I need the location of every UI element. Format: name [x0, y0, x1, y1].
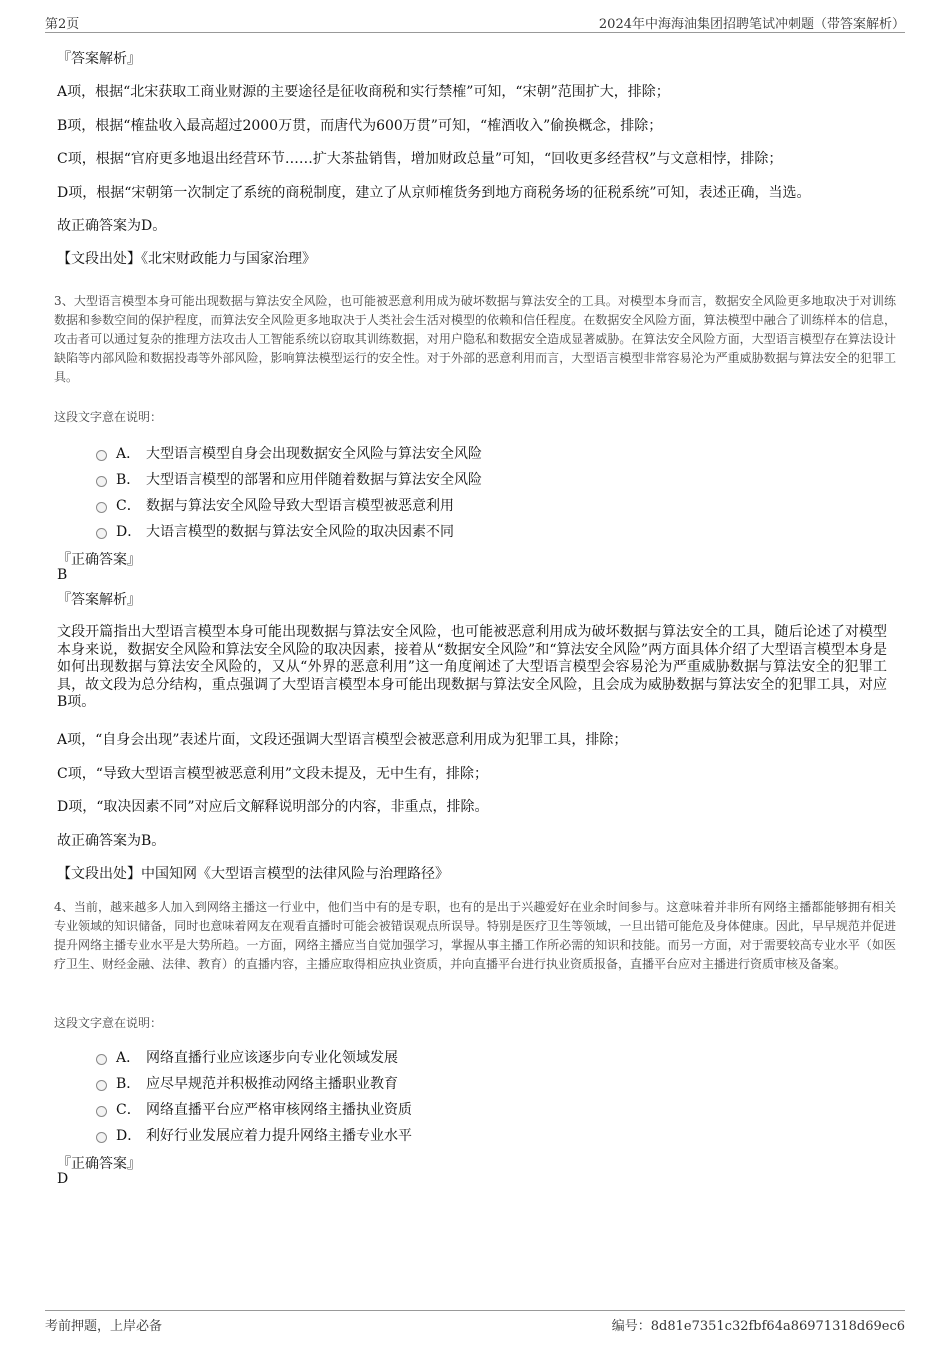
option-letter: C．: [116, 1102, 141, 1118]
radio-button-icon[interactable]: [96, 1132, 107, 1143]
radio-button-icon[interactable]: [96, 450, 107, 461]
q3-option-c[interactable]: [96, 495, 454, 515]
radio-button-icon[interactable]: [96, 528, 107, 539]
option-text: 应尽早规范并积极推动网络主播职业教育: [146, 1076, 398, 1092]
q3-passage: 3、大型语言模型本身可能出现数据与算法安全风险，也可能被恶意利用成为破坏数据与算法安全的工具。对模型本身而言，数据安全风险更多地取决于对训练数据和参数空间的保护程度，而算法安全风险更多地取决于人类社会生活对模型的依赖和信任程度。在数据安全风险方面，算法模型中融合了训练样本的信息，攻击者可以通过复杂的推理方法攻击人工智能系统以窃取其训练数据，对用户隐私和数据安全造成显著威胁。在算法安全风险方面，大型语言模型存在算法设计缺陷等内部风险和数据投毒等外部风险，影响算法模型运行的安全性。对于外部的恶意利用而言，大型语言模型非常容易沦为严重威胁数据与算法安全的犯罪工具。: [54, 294, 896, 384]
option-letter: D．: [116, 1128, 142, 1144]
page-footer: [45, 1310, 905, 1333]
option-text: 利好行业发展应着力提升网络主播专业水平: [146, 1128, 412, 1144]
q2-analysis-line-d: D项，根据“宋朝第一次制定了系统的商税制度，建立了从京师榷货务到地方商税务场的征税系统”可知，表述正确，当选。: [57, 185, 811, 201]
q3-answer: B: [57, 567, 68, 583]
q3-analysis-line-c: C项，“导致大型语言模型被恶意利用”文段未提及，无中生有，排除；: [57, 766, 489, 782]
q4-answer: D: [57, 1171, 69, 1187]
radio-button-icon[interactable]: [96, 1106, 107, 1117]
option-letter: C．: [116, 498, 141, 514]
option-text: 网络直播平台应严格审核网络主播执业资质: [146, 1102, 412, 1118]
q3-prompt: 这段文字意在说明：: [54, 410, 163, 424]
q2-conclusion: 故正确答案为D。: [57, 218, 167, 234]
option-text: 大型语言模型的部署和应用伴随着数据与算法安全风险: [146, 472, 482, 488]
q4-option-a[interactable]: [96, 1047, 398, 1067]
option-letter: B．: [116, 1076, 141, 1092]
option-text: 大型语言模型自身会出现数据安全风险与算法安全风险: [146, 446, 482, 462]
radio-button-icon[interactable]: [96, 1080, 107, 1091]
q3-source: 【文段出处】中国知网《大型语言模型的法律风险与治理路径》: [57, 866, 449, 882]
option-letter: A．: [116, 1050, 141, 1066]
radio-button-icon[interactable]: [96, 476, 107, 487]
option-text: 网络直播行业应该逐步向专业化领域发展: [146, 1050, 398, 1066]
q2-analysis-label: 『答案解析』: [57, 51, 141, 67]
q4-answer-label: 『正确答案』: [57, 1156, 141, 1172]
q4-option-b[interactable]: [96, 1073, 398, 1093]
q4-prompt: 这段文字意在说明：: [54, 1016, 163, 1030]
q3-analysis-paragraph: 文段开篇指出大型语言模型本身可能出现数据与算法安全风险，也可能被恶意利用成为破坏数据与算法安全的工具，随后论述了对模型本身来说，数据安全风险和算法安全风险的取决因素，接着从“数据安全风险”和“算法安全风险”两方面具体介绍了大型语言模型本身是如何出现数据与算法安全风险的，又从“外界的恶意利用”这一角度阐述了大型语言模型会容易沦为严重威胁数据与算法安全的犯罪工具，故文段为总分结构，重点强调了大型语言模型本身可能出现数据与算法安全风险，且会成为威胁数据与算法安全的犯罪工具，对应B项。: [57, 624, 887, 710]
q3-analysis-label: 『答案解析』: [57, 592, 141, 608]
q2-analysis-line-a: A项，根据“北宋获取工商业财源的主要途径是征收商税和实行禁榷”可知，“宋朝”范围扩大，排除；: [57, 84, 670, 100]
q3-analysis-line-d: D项，“取决因素不同”对应后文解释说明部分的内容，非重点，排除。: [57, 799, 489, 815]
page-header: [45, 13, 905, 33]
q3-option-d[interactable]: [96, 521, 454, 541]
radio-button-icon[interactable]: [96, 502, 107, 513]
q4-passage: 4、当前，越来越多人加入到网络主播这一行业中，他们当中有的是专职，也有的是出于兴趣爱好在业余时间参与。这意味着并非所有网络主播都能够拥有相关专业领域的知识储备，同时也意味着网友在观看直播时可能会被错误观点所误导。特别是医疗卫生等领域，一旦出错可能危及身体健康。因此，早早规范并促进提升网络主播专业水平是大势所趋。一方面，网络主播应当自觉加强学习，掌握从事主播工作所必需的知识和技能。而另一方面，对于需要较高专业水平（如医疗卫生、财经金融、法律、教育）的直播内容，主播应取得相应执业资质，并向直播平台进行执业资质报备，直播平台应对主播进行资质审核及备案。: [54, 900, 896, 971]
document-title: 2024年中海海油集团招聘笔试冲刺题（带答案解析）: [598, 17, 905, 32]
q3-answer-label: 『正确答案』: [57, 552, 141, 568]
option-text: 数据与算法安全风险导致大型语言模型被恶意利用: [146, 498, 454, 514]
q4-option-c[interactable]: [96, 1099, 412, 1119]
option-letter: B．: [116, 472, 141, 488]
option-letter: A．: [116, 446, 141, 462]
q2-source: 【文段出处】《北宋财政能力与国家治理》: [57, 251, 316, 267]
footer-slogan: 考前押题，上岸必备: [45, 1319, 163, 1334]
q2-analysis-line-c: C项，根据“官府更多地退出经营环节……扩大茶盐销售，增加财政总量”可知，“回收更多经营权”与文意相悖，排除；: [57, 151, 783, 167]
q3-conclusion: 故正确答案为B。: [57, 833, 166, 849]
q2-analysis-line-b: B项，根据“榷盐收入最高超过2000万贯，而唐代为600万贯”可知，“榷酒收入”偷换概念，排除；: [57, 118, 663, 134]
page-number: 第2页: [45, 17, 80, 32]
q3-option-a[interactable]: [96, 443, 482, 463]
document-id: 编号：8d81e7351c32fbf64a86971318d69ec6: [611, 1319, 905, 1334]
option-text: 大语言模型的数据与算法安全风险的取决因素不同: [146, 524, 454, 540]
option-letter: D．: [116, 524, 142, 540]
radio-button-icon[interactable]: [96, 1054, 107, 1065]
q4-option-d[interactable]: [96, 1125, 412, 1145]
q3-analysis-line-a: A项，“自身会出现”表述片面，文段还强调大型语言模型会被恶意利用成为犯罪工具，排除；: [57, 732, 628, 748]
q3-option-b[interactable]: [96, 469, 482, 489]
